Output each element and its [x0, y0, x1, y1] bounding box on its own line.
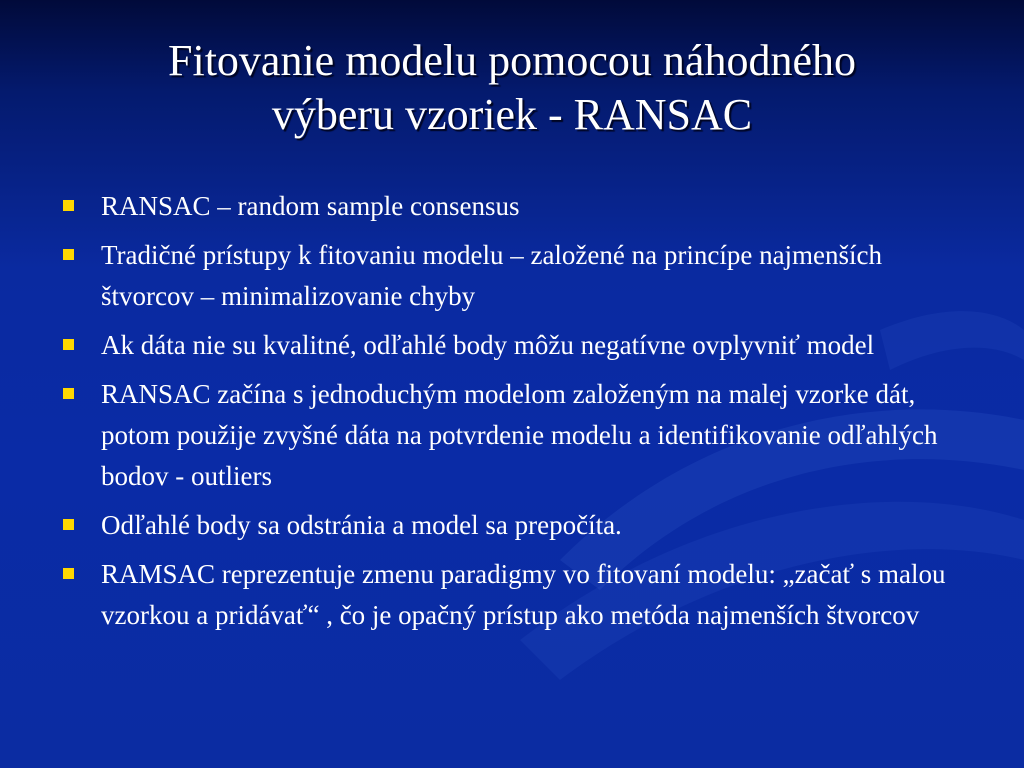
square-bullet-icon: [63, 200, 74, 211]
bullet-text: RANSAC začína s jednoduchým modelom založeným na malej vzorke dát, potom použije zvyšné dáta na potvrdenie modelu a identifikovanie odľahlých bodov - outliers: [101, 379, 938, 491]
square-bullet-icon: [63, 388, 74, 399]
bullet-item: [60, 554, 960, 636]
bullet-item: [60, 325, 960, 366]
bullet-item: [60, 186, 960, 227]
bullet-list: [60, 186, 960, 644]
square-bullet-icon: [63, 519, 74, 530]
slide-title-line-2: výberu vzoriek - RANSAC: [271, 90, 753, 139]
slide-title: [40, 34, 984, 142]
bullet-text: Ak dáta nie su kvalitné, odľahlé body môžu negatívne ovplyvniť model: [101, 330, 875, 360]
bullet-text: RAMSAC reprezentuje zmenu paradigmy vo fitovaní modelu: „začať s malou vzorkou a pridávať“ , čo je opačný prístup ako metóda najmenších štvorcov: [101, 559, 946, 630]
bullet-text: Odľahlé body sa odstránia a model sa prepočíta.: [101, 510, 622, 540]
bullet-text: RANSAC – random sample consensus: [101, 191, 520, 221]
square-bullet-icon: [63, 568, 74, 579]
bullet-item: [60, 235, 960, 317]
bullet-item: [60, 374, 960, 497]
bullet-text: Tradičné prístupy k fitovaniu modelu – založené na princípe najmenších štvorcov – minimalizovanie chyby: [101, 240, 883, 311]
slide-title-line-1: Fitovanie modelu pomocou náhodného: [168, 36, 856, 85]
square-bullet-icon: [63, 339, 74, 350]
square-bullet-icon: [63, 249, 74, 260]
bullet-item: [60, 505, 960, 546]
